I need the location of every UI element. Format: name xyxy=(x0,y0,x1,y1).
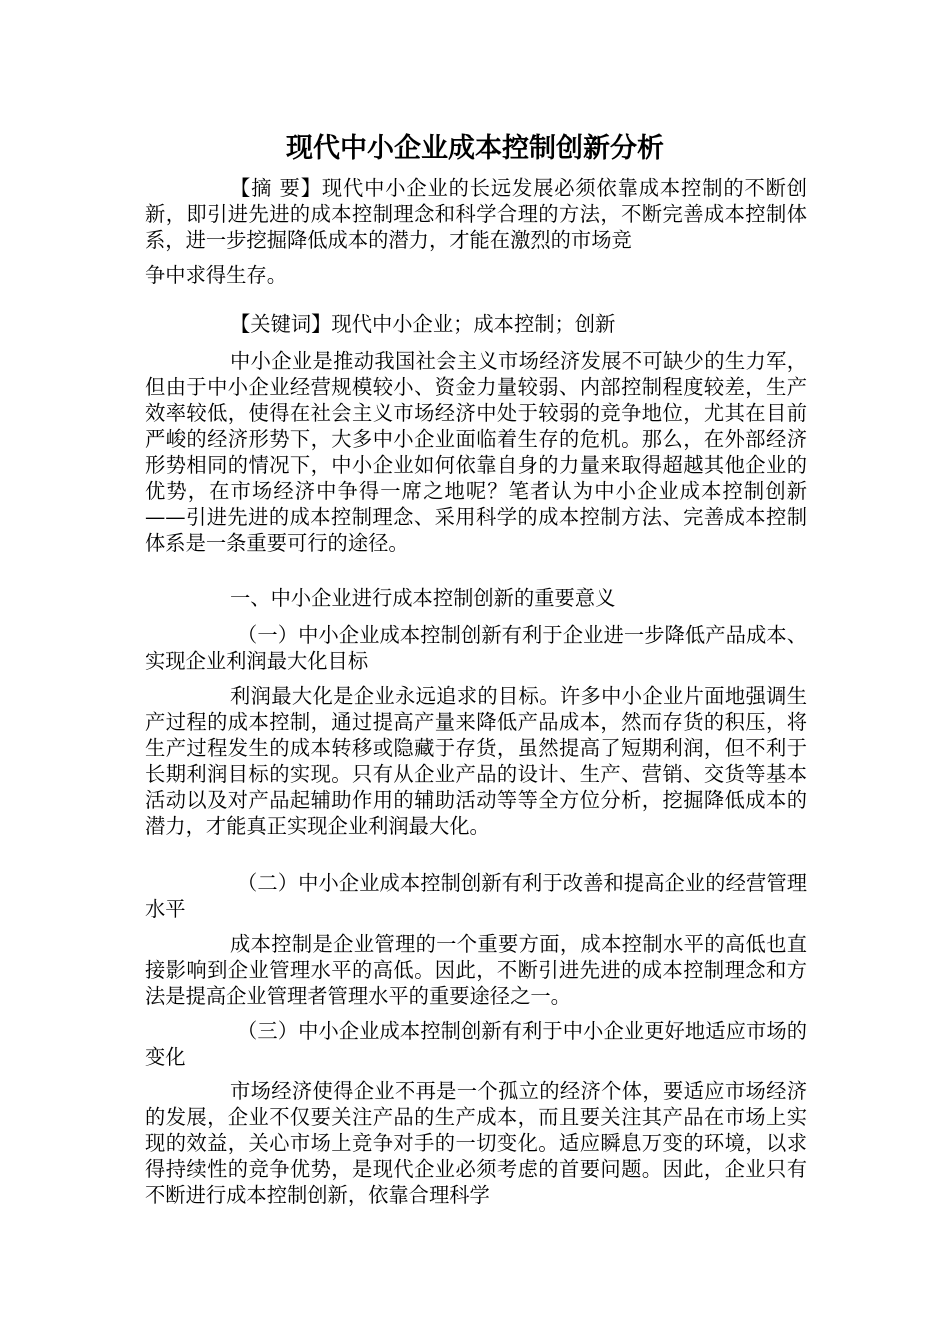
keywords-line: 【关键词】现代中小企业；成本控制；创新 xyxy=(230,312,616,336)
subsection-body-1: 利润最大化是企业永远追求的目标。许多中小企业片面地强调生产过程的成本控制，通过提高产量来降低产品成本，然而存货的积压，将生产过程发生的成本转移或隐藏于存货，虽然提高了短期利润，但不利于长期利润目标的实现。只有从企业产品的设计、生产、营销、交货等基本活动以及对产品起辅助作用的辅助活动等等全方位分析，挖掘降低成本的潜力，才能真正实现企业利润最大化。 xyxy=(145,684,807,838)
intro-paragraph: 中小企业是推动我国社会主义市场经济发展不可缺少的生力军，但由于中小企业经营规模较小、资金力量较弱、内部控制程度较差，生产效率较低，使得在社会主义市场经济中处于较弱的竞争地位，尤其在目前严峻的经济形势下，大多中小企业面临着生存的危机。那么，在外部经济形势相同的情况下，中小企业如何依靠自身的力量来取得超越其他企业的优势，在市场经济中争得一席之地呢？笔者认为中小企业成本控制创新——引进先进的成本控制理念、采用科学的成本控制方法、完善成本控制体系是一条重要可行的途径。 xyxy=(145,349,807,555)
abstract-tail-line: 争中求得生存。 xyxy=(145,263,287,287)
subsection-heading-2: （二）中小企业成本控制创新有利于改善和提高企业的经营管理水平 xyxy=(145,871,807,921)
subsection-body-2: 成本控制是企业管理的一个重要方面，成本控制水平的高低也直接影响到企业管理水平的高低。因此，不断引进先进的成本控制理念和方法是提高企业管理者管理水平的重要途径之一。 xyxy=(145,932,807,1008)
subsection-body-3: 市场经济使得企业不再是一个孤立的经济个体，要适应市场经济的发展，企业不仅要关注产品的生产成本，而且要关注其产品在市场上实现的效益，关心市场上竞争对手的一切变化。适应瞬息万变的环境，以求得持续性的竞争优势，是现代企业必须考虑的首要问题。因此，企业只有不断进行成本控制创新，依靠合理科学 xyxy=(145,1079,807,1207)
section-heading-1: 一、中小企业进行成本控制创新的重要意义 xyxy=(230,586,616,610)
subsection-heading-1: （一）中小企业成本控制创新有利于企业进一步降低产品成本、实现企业利润最大化目标 xyxy=(145,623,807,673)
abstract-paragraph: 【摘 要】现代中小企业的长远发展必须依靠成本控制的不断创新，即引进先进的成本控制理念和科学合理的方法，不断完善成本控制体系，进一步挖掘降低成本的潜力，才能在激烈的市场竞 xyxy=(145,176,807,252)
document-title: 现代中小企业成本控制创新分析 xyxy=(286,133,664,164)
subsection-heading-3: （三）中小企业成本控制创新有利于中小企业更好地适应市场的变化 xyxy=(145,1019,807,1069)
